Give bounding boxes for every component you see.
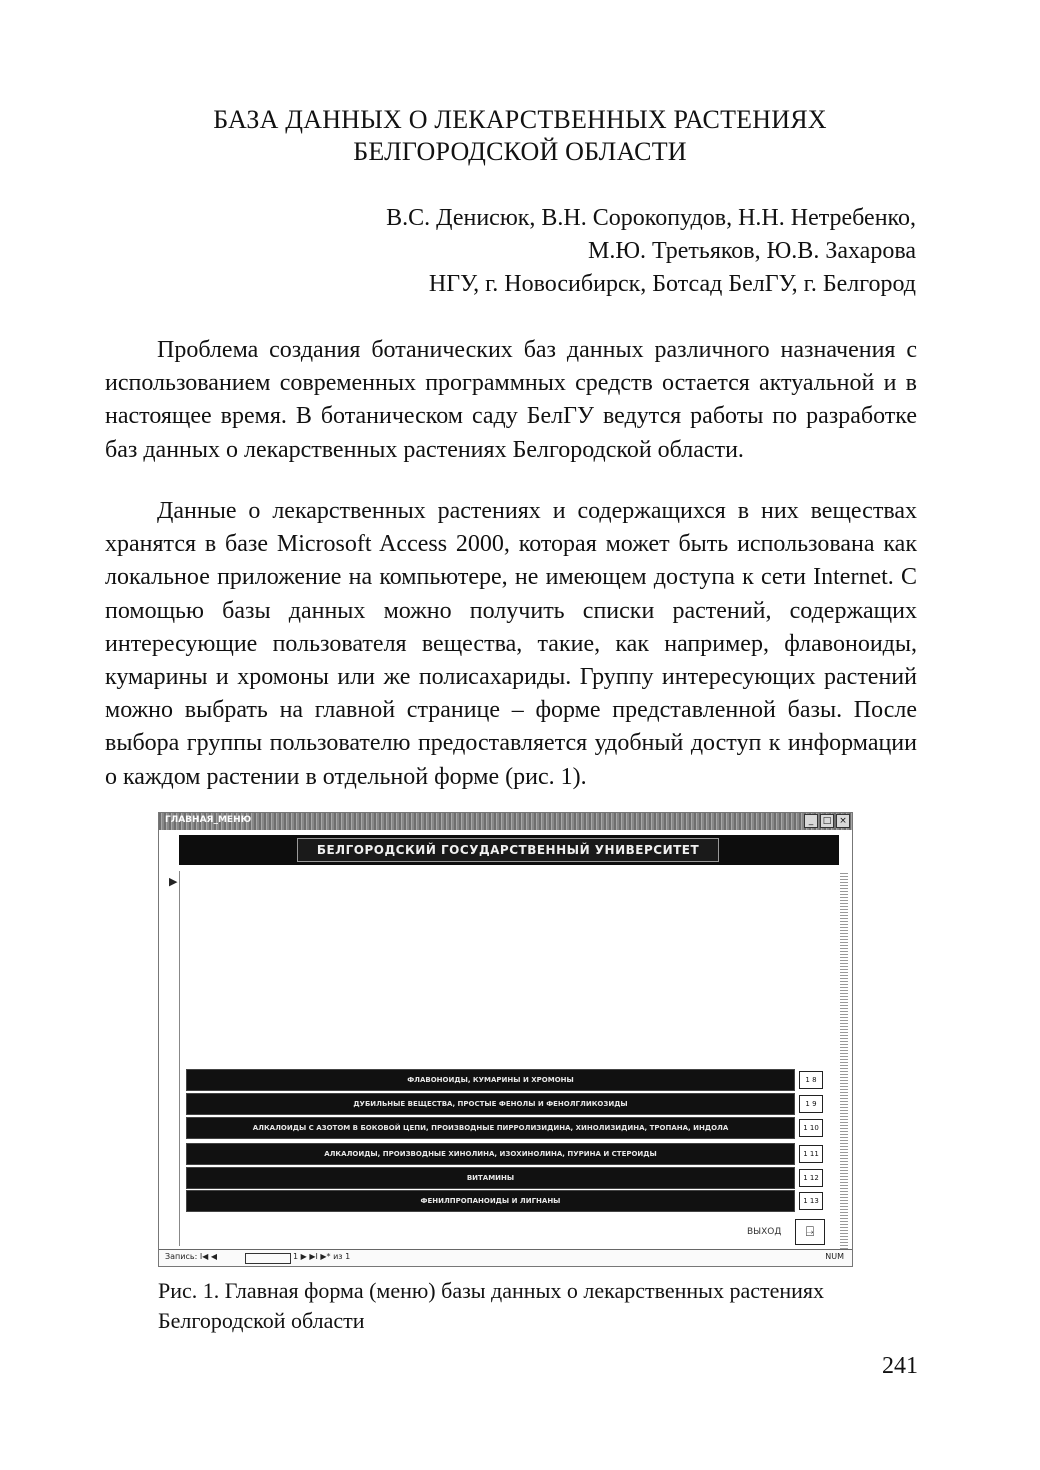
menu-item-tannins[interactable] [187,1094,794,1114]
record-pointer-icon: ▶ [169,875,178,888]
menu-item-alkaloids-quinoline[interactable] [187,1144,794,1164]
figure-access-form [158,812,853,1267]
menu-item-label: АЛКАЛОИДЫ С АЗОТОМ В БОКОВОЙ ЦЕПИ, ПРОИЗВОДНЫЕ ПИРРОЛИЗИДИНА, ХИНОЛИЗИДИНА, ТРОПАНА, ИНДОЛА [252,1124,729,1132]
menu-item-label: АЛКАЛОИДЫ, ПРОИЗВОДНЫЕ ХИНОЛИНА, ИЗОХИНОЛИНА, ПУРИНА И СТЕРОИДЫ [324,1150,657,1158]
minimize-icon[interactable]: _ [804,814,818,828]
menu-item-flavonoids[interactable] [187,1070,794,1090]
page-number: 241 [882,1353,918,1379]
menu-item-phenylpropanoids[interactable] [187,1191,794,1211]
menu-item-vitamins[interactable] [187,1168,794,1188]
authors-line-1: В.С. Денисюк, В.Н. Сорокопудов, Н.Н. Нетребенко, [386,205,916,231]
record-nav-buttons[interactable]: 1 ▶ ▶I ▶* из 1 [293,1252,351,1261]
menu-open-button[interactable]: 1 10 [799,1119,823,1137]
menu-item-label: ФЕНИЛПРОПАНОИДЫ И ЛИГНАНЫ [420,1197,561,1205]
form-header-bar [179,835,839,865]
exit-button[interactable] [795,1219,825,1245]
record-selector-bar [167,871,180,1246]
authors-line-2: М.Ю. Третьяков, Ю.В. Захарова [587,238,916,264]
form-header-title: БЕЛГОРОДСКИЙ ГОСУДАРСТВЕННЫЙ УНИВЕРСИТЕТ [316,843,700,857]
window-titlebar [159,813,852,830]
paragraph-1: Проблема создания ботанических баз данных различного назначения с использованием современных программных средств остается актуальной и в настоящее время. В ботаническом саду БелГУ ведутся работы по разработке баз данных о лекарственных растениях Белгородской области. [105,337,917,463]
menu-open-button[interactable]: 1 9 [799,1095,823,1113]
figure-caption: Рис. 1. Главная форма (меню) базы данных о лекарственных растениях Белгородской области [158,1278,825,1333]
record-number-input[interactable] [245,1253,291,1264]
door-exit-icon: ⍈ [805,1224,815,1240]
menu-open-button[interactable]: 1 12 [799,1169,823,1187]
vertical-scrollbar[interactable] [840,871,848,1261]
paragraph-2: Данные о лекарственных растениях и содержащихся в них веществах хранятся в базе Microsoft Access 2000, которая может быть использована как локальное приложение на компьютере, не имеющем доступа к сети Internet. С помощью базы данных можно получить списки растений, содержащих интересующие пользователя вещества, такие, как например, флавоноиды, кумарины и хромоны или же полисахариды. Группу интересующих растений можно выбрать на главной странице – форме представленной базы. После выбора группы пользователю предоставляется удобный доступ к информации о каждом растении в отдельной форме (рис. 1). [105,498,917,790]
article-title [150,104,890,168]
status-indicator: NUM [825,1252,844,1261]
window-title: ГЛАВНАЯ_МЕНЮ [165,815,252,825]
menu-item-label: ДУБИЛЬНЫЕ ВЕЩЕСТВА, ПРОСТЫЕ ФЕНОЛЫ И ФЕНОЛГЛИКОЗИДЫ [353,1100,628,1108]
form-header-box [297,838,719,862]
menu-open-button[interactable]: 1 11 [799,1145,823,1163]
exit-label: ВЫХОД [747,1227,782,1237]
menu-item-label: ФЛАВОНОИДЫ, КУМАРИНЫ И ХРОМОНЫ [407,1076,574,1084]
menu-item-label: ВИТАМИНЫ [466,1174,515,1182]
menu-open-button[interactable]: 1 13 [799,1192,823,1210]
close-icon[interactable]: × [836,814,850,828]
menu-item-alkaloids-side-chain[interactable] [187,1118,794,1138]
maximize-icon[interactable]: □ [820,814,834,828]
authors-block [216,202,916,301]
title-line-2: БЕЛГОРОДСКОЙ ОБЛАСТИ [353,137,687,166]
menu-open-button[interactable]: 1 8 [799,1071,823,1089]
title-line-1: БАЗА ДАННЫХ О ЛЕКАРСТВЕННЫХ РАСТЕНИЯХ [213,105,827,134]
record-label: Запись: I◀ ◀ [165,1252,218,1261]
record-navigation-bar [159,1249,852,1266]
affiliation: НГУ, г. Новосибирск, Ботсад БелГУ, г. Белгород [428,271,916,297]
